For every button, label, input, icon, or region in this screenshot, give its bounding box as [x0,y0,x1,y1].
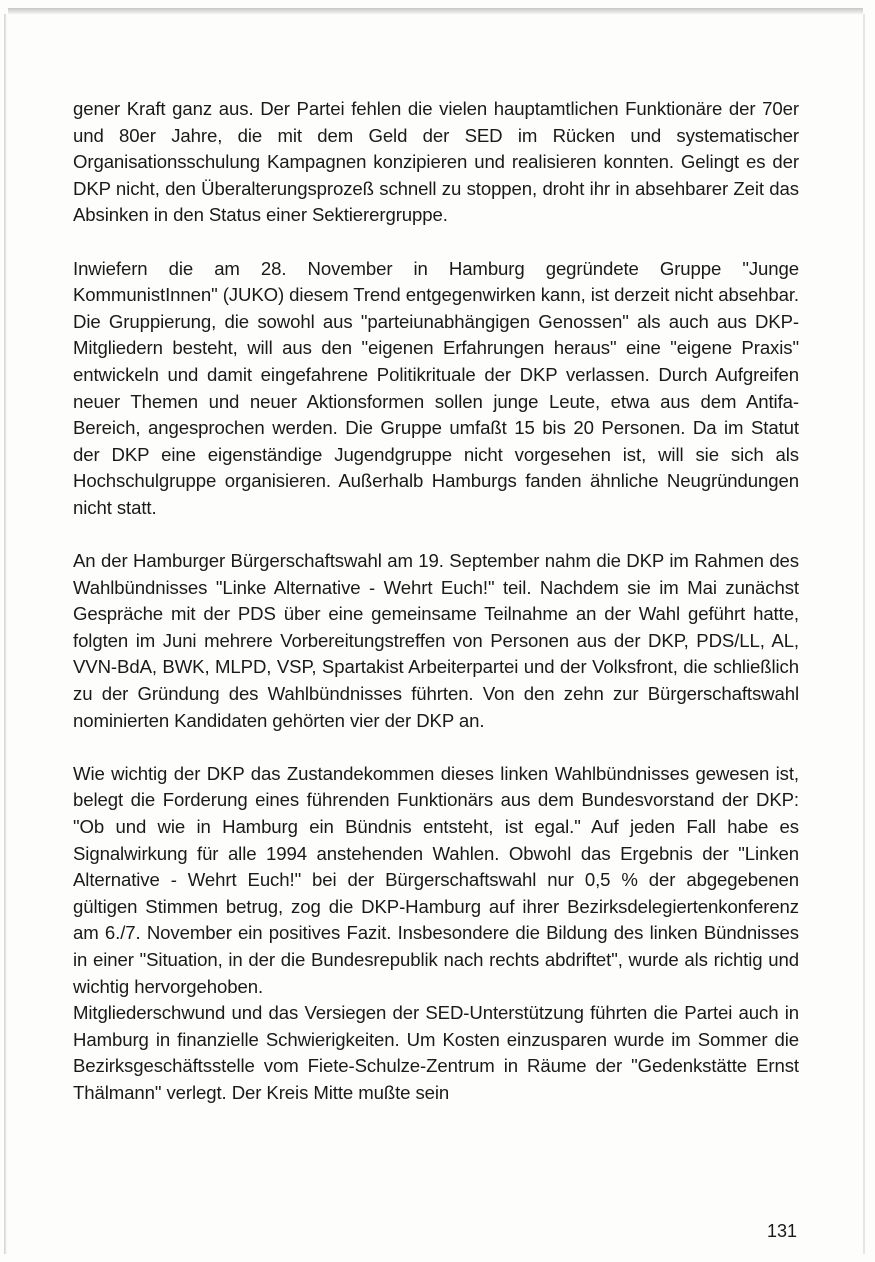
scan-shadow-right [863,14,865,1254]
paragraph-finanzen: Mitgliederschwund und das Versiegen der SED-Unterstützung führten die Partei auch in Hamburg in finanzielle Schwierigkeiten. Um Kosten einzusparen wurde im Sommer die Bezirksgeschäftsstelle vom Fiete-Schulze-Zentrum in Räume der "Gedenkstätte Ernst Thälmann" verlegt. Der Kreis Mitte mußte sein [73,1002,799,1103]
body-text [73,96,799,1107]
paragraph-continuation: gener Kraft ganz aus. Der Partei fehlen die vielen hauptamtlichen Funktionäre der 70er und 80er Jahre, die mit dem Geld der SED im Rücken und systematischer Organisationsschulung Kampagnen konzipieren und realisieren konnten. Gelingt es der DKP nicht, den Überalterungsprozeß schnell zu stoppen, droht ihr in absehbarer Zeit das Absinken in den Status einer Sektierergruppe. [73,98,799,226]
paragraph-wahlbuendnis: Wie wichtig der DKP das Zustandekommen dieses linken Wahlbündnisses gewesen ist, belegt die Forderung eines führenden Funktionärs aus dem Bundesvorstand der DKP: "Ob und wie in Hamburg ein Bündnis entsteht, ist egal." Auf jeden Fall habe es Signalwirkung für alle 1994 anstehenden Wahlen. Obwohl das Ergebnis der "Linken Alternative - Wehrt Euch!" bei der Bürgerschaftswahl nur 0,5 % der abgegebenen gültigen Stimmen betrug, zog die DKP-Hamburg auf ihrer Bezirksdelegiertenkonferenz am 6./7. November ein positives Fazit. Insbesondere die Bildung des linken Bündnisses in einer "Situation, in der die Bundesrepublik nach rechts abdriftet", wurde als richtig und wichtig hervorgehoben. [73,762,799,997]
scan-shadow-left [4,14,7,1254]
page-number: 131 [766,1221,797,1241]
paragraph-juko: Inwiefern die am 28. November in Hamburg gegründete Gruppe "Junge KommunistInnen" (JUKO) diesem Trend entgegenwirken kann, ist derzeit nicht absehbar. Die Gruppierung, die sowohl aus "parteiunabhängigen Genossen" als auch aus DKP-Mitgliedern besteht, will aus den "eigenen Erfahrungen heraus" eine "eigene Praxis" entwickeln und damit eingefahrene Politikrituale der DKP verlassen. Durch Aufgreifen neuer Themen und neuer Aktionsformen sollen junge Leute, etwa aus dem Antifa-Bereich, angesprochen werden. Die Gruppe umfaßt 15 bis 20 Personen. Da im Statut der DKP eine eigenständige Jugendgruppe nicht vorgesehen ist, will sie sich als Hochschulgruppe organisieren. Außerhalb Hamburgs fanden ähnliche Neugründungen nicht statt. [73,257,799,518]
paragraph-buergerschaftswahl: An der Hamburger Bürgerschaftswahl am 19. September nahm die DKP im Rahmen des Wahlbündnisses "Linke Alternative - Wehrt Euch!" teil. Nachdem sie im Mai zunächst Gespräche mit der PDS über eine gemeinsame Teilnahme an der Wahl geführt hatte, folgten im Juni mehrere Vorbereitungstreffen von Personen aus der DKP, PDS/LL, AL, VVN-BdA, BWK, MLPD, VSP, Spartakist Arbeiterpartei und der Volksfront, die schließlich zu der Gründung des Wahlbündnisses führten. Von den zehn zur Bürgerschaftswahl nominierten Kandidaten gehörten vier der DKP an. [73,550,799,731]
scan-shadow-top [8,8,863,14]
